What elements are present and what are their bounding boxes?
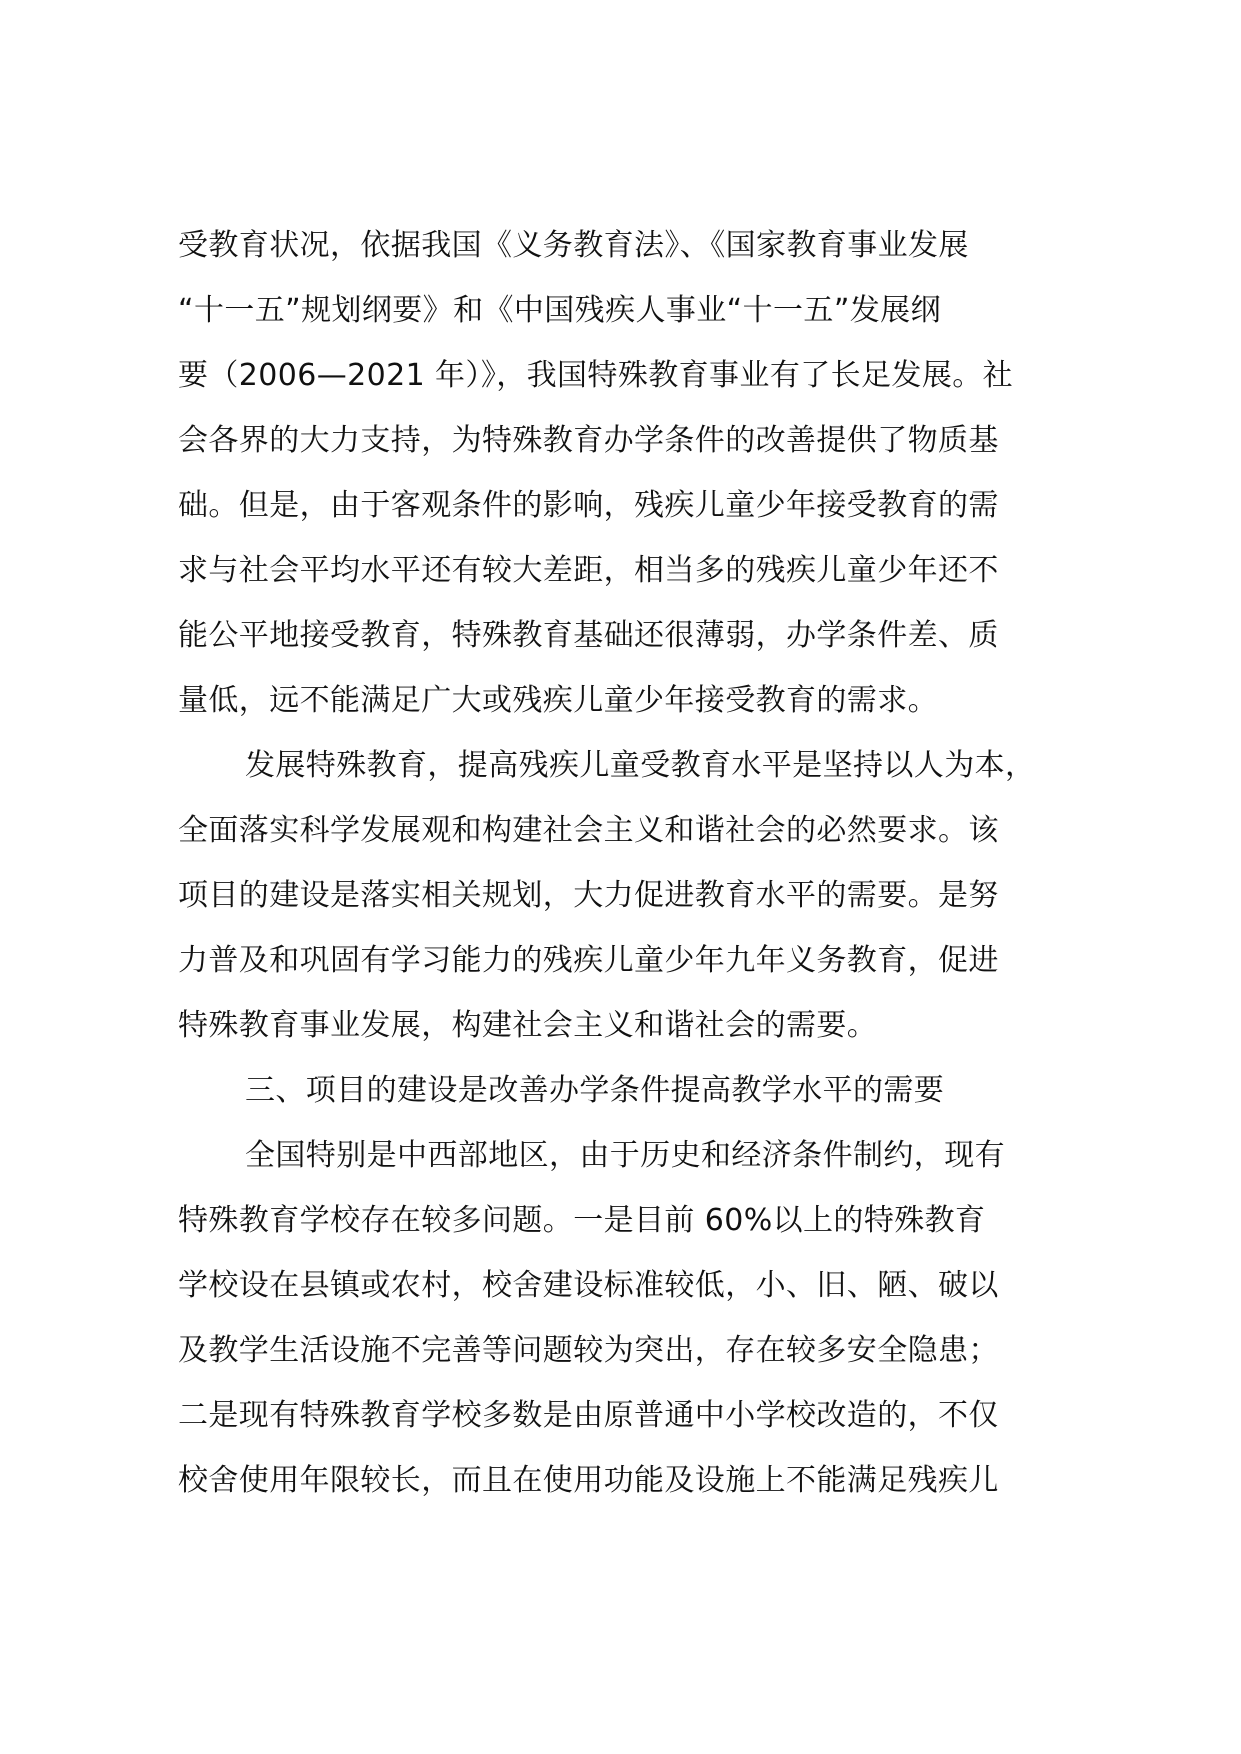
paragraph-start-line: 全国特别是中西部地区，由于历史和经济条件制约，现有 — [245, 1138, 1005, 1173]
paragraph-start-line: 发展特殊教育，提高残疾儿童受教育水平是坚持以人为本， — [245, 748, 1036, 783]
text-line: “十一五”规划纲要》和《中国残疾人事业“十一五”发展纲 — [178, 293, 941, 328]
text-line: 会各界的大力支持，为特殊教育办学条件的改善提供了物质基 — [178, 423, 999, 458]
text-line: 要（2006—2021 年）》，我国特殊教育事业有了长足发展。社 — [178, 358, 1014, 393]
text-line: 特殊教育事业发展，构建社会主义和谐社会的需要。 — [178, 1008, 878, 1043]
text-line: 二是现有特殊教育学校多数是由原普通中小学校改造的，不仅 — [178, 1398, 999, 1433]
text-line: 础。但是，由于客观条件的影响，残疾儿童少年接受教育的需 — [178, 488, 999, 523]
text-line: 量低，远不能满足广大或残疾儿童少年接受教育的需求。 — [178, 683, 938, 718]
text-line: 受教育状况，依据我国《义务教育法》、《国家教育事业发展 — [178, 228, 969, 263]
text-line: 学校设在县镇或农村，校舍建设标准较低，小、旧、陋、破以 — [178, 1268, 999, 1303]
text-line: 及教学生活设施不完善等问题较为突出，存在较多安全隐患； — [178, 1333, 999, 1368]
text-line: 能公平地接受教育，特殊教育基础还很薄弱，办学条件差、质 — [178, 618, 999, 653]
text-line: 求与社会平均水平还有较大差距，相当多的残疾儿童少年还不 — [178, 553, 999, 588]
text-line: 力普及和巩固有学习能力的残疾儿童少年九年义务教育，促进 — [178, 943, 999, 978]
section-heading: 三、项目的建设是改善办学条件提高教学水平的需要 — [245, 1073, 945, 1108]
text-line: 特殊教育学校存在较多问题。一是目前 60%以上的特殊教育 — [178, 1203, 986, 1238]
text-line: 项目的建设是落实相关规划，大力促进教育水平的需要。是努 — [178, 878, 999, 913]
text-line: 校舍使用年限较长，而且在使用功能及设施上不能满足残疾儿 — [178, 1463, 999, 1498]
text-line: 全面落实科学发展观和构建社会主义和谐社会的必然要求。该 — [178, 813, 999, 848]
